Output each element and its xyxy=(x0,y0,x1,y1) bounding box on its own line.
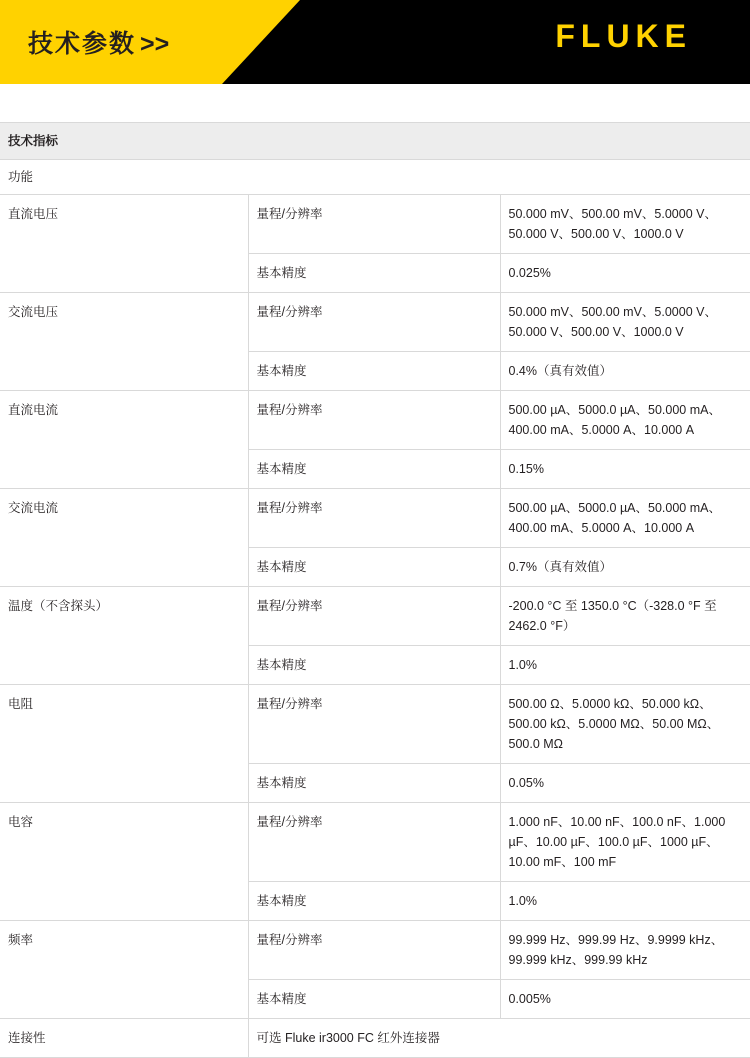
table-row xyxy=(0,195,750,254)
spec-label-range: 量程/分辨率 xyxy=(248,685,500,764)
spec-value-range: 1.000 nF、10.00 nF、100.0 nF、1.000 µF、10.00 µF、100.0 µF、1000 µF、10.00 mF、100 mF xyxy=(500,803,750,882)
section-title: 技术指标 xyxy=(0,123,750,160)
spec-value-range: 500.00 µA、5000.0 µA、50.000 mA、400.00 mA、5.0000 A、10.000 A xyxy=(500,391,750,450)
spec-name: 电阻 xyxy=(0,685,248,803)
spec-label-accuracy: 基本精度 xyxy=(248,450,500,489)
spec-value-connectivity: 可选 Fluke ir3000 FC 红外连接器 xyxy=(248,1019,750,1058)
spec-value-range: 50.000 mV、500.00 mV、5.0000 V、50.000 V、500.00 V、1000.0 V xyxy=(500,195,750,254)
spec-label-range: 量程/分辨率 xyxy=(248,803,500,882)
spec-value-accuracy: 1.0% xyxy=(500,646,750,685)
spec-value-range: -200.0 °C 至 1350.0 °C（-328.0 °F 至 2462.0 °F） xyxy=(500,587,750,646)
table-section-title-row xyxy=(0,123,750,160)
spec-name: 温度（不含探头） xyxy=(0,587,248,685)
spec-value-accuracy: 0.005% xyxy=(500,980,750,1019)
spec-label-accuracy: 基本精度 xyxy=(248,548,500,587)
fluke-logo: FLUKE xyxy=(555,18,692,54)
spec-label-range: 量程/分辨率 xyxy=(248,921,500,980)
spec-label-range: 量程/分辨率 xyxy=(248,587,500,646)
spec-value-range: 99.999 Hz、999.99 Hz、9.9999 kHz、99.999 kHz、999.99 kHz xyxy=(500,921,750,980)
spec-name: 交流电流 xyxy=(0,489,248,587)
spec-label-accuracy: 基本精度 xyxy=(248,646,500,685)
page-title xyxy=(28,24,169,60)
spec-label-accuracy: 基本精度 xyxy=(248,254,500,293)
spec-name: 直流电压 xyxy=(0,195,248,293)
function-header: 功能 xyxy=(0,160,750,195)
spec-value-accuracy: 0.025% xyxy=(500,254,750,293)
spec-label-accuracy: 基本精度 xyxy=(248,882,500,921)
page-title-text: 技术参数 xyxy=(28,30,137,58)
spec-value-accuracy: 0.4%（真有效值） xyxy=(500,352,750,391)
spec-value-range: 500.00 Ω、5.0000 kΩ、50.000 kΩ、500.00 kΩ、5.0000 MΩ、50.00 MΩ、500.0 MΩ xyxy=(500,685,750,764)
spec-value-accuracy: 1.0% xyxy=(500,882,750,921)
spec-value-range: 50.000 mV、500.00 mV、5.0000 V、50.000 V、500.00 V、1000.0 V xyxy=(500,293,750,352)
spec-name: 频率 xyxy=(0,921,248,1019)
table-row xyxy=(0,293,750,352)
table-row xyxy=(0,489,750,548)
spec-label-range: 量程/分辨率 xyxy=(248,391,500,450)
spec-name: 直流电流 xyxy=(0,391,248,489)
spec-label-range: 量程/分辨率 xyxy=(248,293,500,352)
spec-value-range: 500.00 µA、5000.0 µA、50.000 mA、400.00 mA、5.0000 A、10.000 A xyxy=(500,489,750,548)
table-row xyxy=(0,685,750,764)
table-row-connectivity xyxy=(0,1019,750,1058)
spec-value-accuracy: 0.15% xyxy=(500,450,750,489)
spec-name: 电容 xyxy=(0,803,248,921)
table-function-header-row xyxy=(0,160,750,195)
spec-name: 连接性 xyxy=(0,1019,248,1058)
spec-label-accuracy: 基本精度 xyxy=(248,980,500,1019)
table-row xyxy=(0,803,750,882)
table-row xyxy=(0,587,750,646)
page-header-banner xyxy=(0,0,750,84)
table-row xyxy=(0,921,750,980)
spec-label-accuracy: 基本精度 xyxy=(248,764,500,803)
table-row xyxy=(0,391,750,450)
specifications-table xyxy=(0,122,750,1058)
spec-label-accuracy: 基本精度 xyxy=(248,352,500,391)
spec-label-range: 量程/分辨率 xyxy=(248,489,500,548)
spec-name: 交流电压 xyxy=(0,293,248,391)
spec-label-range: 量程/分辨率 xyxy=(248,195,500,254)
header-spacer xyxy=(0,84,750,122)
chevron-right-icon: >> xyxy=(140,30,170,58)
spec-value-accuracy: 0.05% xyxy=(500,764,750,803)
spec-value-accuracy: 0.7%（真有效值） xyxy=(500,548,750,587)
